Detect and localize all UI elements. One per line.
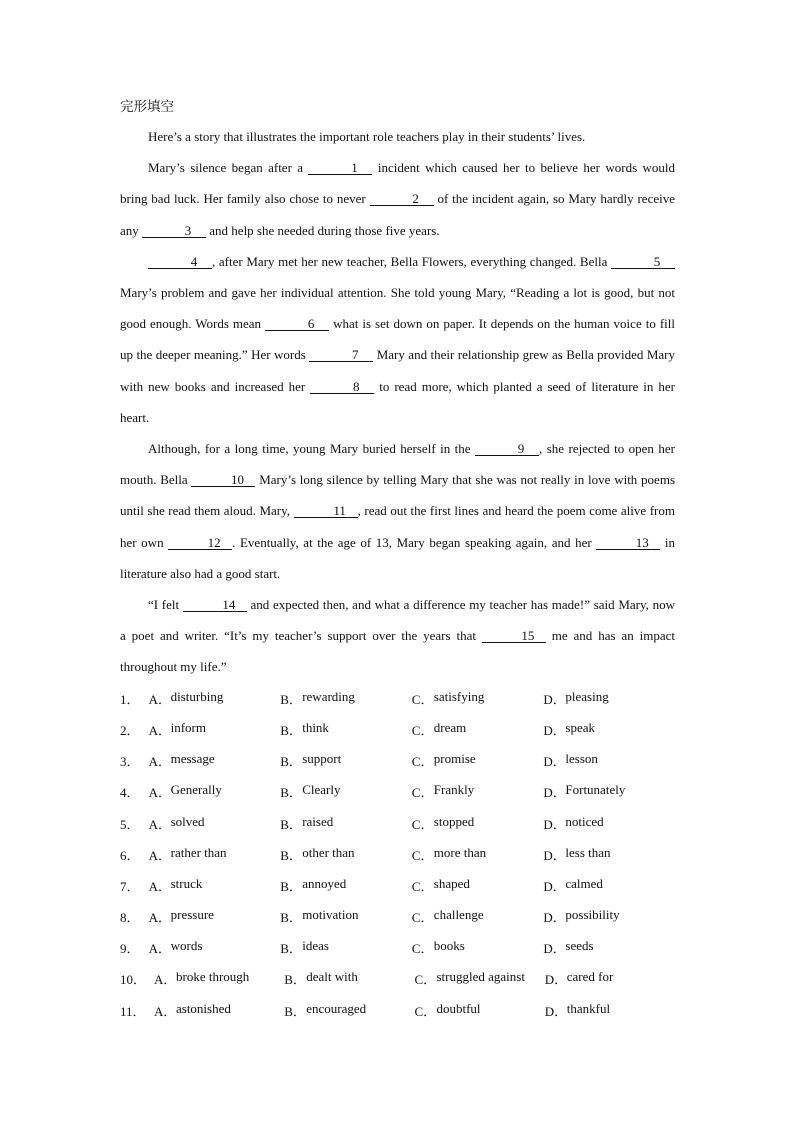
section-title: 完形填空 xyxy=(120,99,174,114)
passage-text: incident which caused her to believe her words would bring bad luck. Her family also chose to never xyxy=(120,160,676,207)
option-text: doubtful xyxy=(436,1000,481,1016)
option-text: dealt with xyxy=(306,969,358,985)
option-letter: D． xyxy=(543,816,566,832)
option-d xyxy=(543,907,675,926)
question-row xyxy=(120,932,675,963)
blank-14: 14 xyxy=(183,598,247,612)
passage-paragraph xyxy=(120,152,675,246)
passage-text: Mary’s silence began after a xyxy=(148,160,309,176)
passage-text: and expected then, and what a difference my teacher has made!” said Mary, now a poet and writer. “It’s my teacher’s support over the years that xyxy=(120,597,675,644)
question-row xyxy=(120,807,675,838)
option-text: disturbing xyxy=(170,688,224,704)
option-text: message xyxy=(170,751,215,767)
option-letter: C． xyxy=(411,754,434,770)
option-a xyxy=(149,720,281,739)
option-letter: B． xyxy=(280,878,302,894)
option-letter: C． xyxy=(414,972,437,988)
option-text: Fortunately xyxy=(565,782,626,798)
option-letter: A． xyxy=(153,1003,177,1019)
option-text: struck xyxy=(170,875,203,891)
blank-13: 13 xyxy=(596,536,660,550)
option-letter: D． xyxy=(543,754,566,770)
question-number: 2． xyxy=(120,722,140,738)
option-c xyxy=(412,845,544,864)
option-d xyxy=(545,969,675,988)
option-text: Frankly xyxy=(433,782,475,798)
passage-text: and help she needed during those five years. xyxy=(206,222,440,238)
option-letter: B． xyxy=(280,910,302,926)
option-letter: C． xyxy=(411,941,434,957)
passage-text: Mary and their relationship grew as Bella provided Mary with new books and increased her xyxy=(120,347,675,394)
option-text: speak xyxy=(565,719,595,735)
question-row xyxy=(120,745,675,776)
option-letter: A． xyxy=(148,785,171,801)
option-letter: A． xyxy=(148,691,171,707)
blank-1: 1 xyxy=(308,161,372,175)
passage-text: . Eventually, at the age of 13, Mary began speaking again, and her xyxy=(232,534,597,550)
option-text: ideas xyxy=(302,938,329,954)
option-c xyxy=(412,782,544,801)
option-b xyxy=(280,720,412,739)
option-letter: C． xyxy=(411,785,434,801)
option-letter: A． xyxy=(148,910,171,926)
option-text: motivation xyxy=(302,907,359,923)
option-letter: D． xyxy=(543,722,566,738)
passage-text: Here’s a story that illustrates the important role teachers play in their students’ lives. xyxy=(148,129,586,144)
blank-4: 4 xyxy=(148,255,212,269)
option-text: astonished xyxy=(175,1000,231,1016)
option-a xyxy=(149,814,281,833)
option-letter: D． xyxy=(543,691,566,707)
blank-15: 15 xyxy=(482,629,546,643)
option-letter: D． xyxy=(543,785,566,801)
question-row xyxy=(120,995,675,1026)
option-text: stopped xyxy=(433,813,475,829)
option-d xyxy=(543,845,675,864)
question-number: 3． xyxy=(120,754,140,770)
option-letter: B． xyxy=(280,941,302,957)
option-c xyxy=(414,969,544,988)
option-text: lesson xyxy=(565,751,598,767)
option-c xyxy=(412,814,544,833)
option-d xyxy=(543,782,675,801)
passage-text: , she rejected to open her mouth. Bella xyxy=(120,441,675,488)
option-letter: B． xyxy=(280,691,302,707)
option-text: struggled against xyxy=(436,969,525,985)
option-b xyxy=(280,876,412,895)
option-b xyxy=(280,689,412,708)
option-letter: B． xyxy=(284,972,306,988)
option-letter: A． xyxy=(148,754,171,770)
passage-text: “I felt xyxy=(148,597,183,613)
option-a xyxy=(154,969,284,988)
option-text: rather than xyxy=(170,844,227,860)
option-letter: C． xyxy=(411,878,434,894)
option-text: calmed xyxy=(565,875,603,891)
option-a xyxy=(149,782,281,801)
option-text: less than xyxy=(565,844,611,860)
passage-text: to read more, which planted a seed of literature in her heart. xyxy=(120,378,675,425)
question-number: 9． xyxy=(120,941,140,957)
option-a xyxy=(149,876,281,895)
option-letter: B． xyxy=(280,785,302,801)
passage-text: Although, for a long time, young Mary buried herself in the xyxy=(148,441,476,457)
option-text: cared for xyxy=(566,969,614,985)
option-letter: C． xyxy=(411,910,434,926)
passage-text: of the incident again, so Mary hardly receive any xyxy=(120,191,675,238)
option-text: more than xyxy=(433,844,487,860)
blank-12: 12 xyxy=(168,536,232,550)
question-number: 10． xyxy=(120,972,147,988)
blank-10: 10 xyxy=(191,473,255,487)
option-letter: B． xyxy=(280,816,302,832)
option-d xyxy=(543,938,675,957)
option-text: raised xyxy=(302,813,334,829)
option-b xyxy=(280,907,412,926)
option-text: noticed xyxy=(565,813,604,829)
option-letter: A． xyxy=(148,878,171,894)
question-row xyxy=(120,683,675,714)
option-c xyxy=(412,751,544,770)
question-row xyxy=(120,776,675,807)
option-letter: A． xyxy=(148,816,171,832)
option-letter: A． xyxy=(148,941,171,957)
blank-3: 3 xyxy=(142,224,206,238)
passage-text: me and has an impact throughout my life.” xyxy=(120,628,675,675)
option-text: promise xyxy=(433,751,476,767)
option-letter: D． xyxy=(543,878,566,894)
blank-8: 8 xyxy=(310,380,374,394)
option-text: shaped xyxy=(433,875,470,891)
blank-5: 5 xyxy=(611,255,675,269)
option-c xyxy=(414,1001,544,1020)
option-letter: B． xyxy=(280,722,302,738)
question-row xyxy=(120,901,675,932)
cloze-passage xyxy=(120,121,675,683)
passage-text: Mary’s problem and gave her individual attention. She told young Mary, “Reading a lot is good, but not good enough. Words mean xyxy=(120,285,675,332)
option-text: pleasing xyxy=(565,688,609,704)
option-text: encouraged xyxy=(306,1000,367,1016)
option-text: inform xyxy=(170,719,206,735)
passage-text: , after Mary met her new teacher, Bella Flowers, everything changed. Bella xyxy=(212,253,611,269)
option-letter: B． xyxy=(280,754,302,770)
option-d xyxy=(543,720,675,739)
question-number: 7． xyxy=(120,878,140,894)
option-text: challenge xyxy=(433,907,484,923)
option-letter: A． xyxy=(148,847,171,863)
passage-text: what is set down on paper. It depends on the human voice to fill up the deeper meaning.” Her words xyxy=(120,316,675,363)
blank-11: 11 xyxy=(294,504,358,518)
option-text: solved xyxy=(170,813,205,829)
option-letter: D． xyxy=(544,1003,568,1019)
option-b xyxy=(280,782,412,801)
option-a xyxy=(149,907,281,926)
option-a xyxy=(149,751,281,770)
passage-paragraph xyxy=(120,121,675,152)
option-c xyxy=(412,876,544,895)
question-number: 1． xyxy=(120,691,140,707)
question-options xyxy=(120,683,675,1026)
passage-text: , read out the first lines and heard the poem come alive from her own xyxy=(120,503,675,550)
question-number: 11． xyxy=(120,1003,146,1019)
option-a xyxy=(149,938,281,957)
option-text: support xyxy=(302,751,342,767)
option-c xyxy=(412,689,544,708)
question-row xyxy=(120,963,675,994)
question-row xyxy=(120,714,675,745)
blank-9: 9 xyxy=(475,442,539,456)
option-b xyxy=(280,814,412,833)
passage-paragraph xyxy=(120,589,675,683)
option-d xyxy=(543,751,675,770)
option-letter: D． xyxy=(543,910,566,926)
blank-7: 7 xyxy=(309,348,373,362)
option-d xyxy=(545,1001,675,1020)
option-d xyxy=(543,876,675,895)
option-text: Generally xyxy=(170,782,222,798)
option-c xyxy=(412,938,544,957)
option-letter: A． xyxy=(153,972,177,988)
document-page xyxy=(120,97,675,1026)
option-d xyxy=(543,689,675,708)
question-number: 8． xyxy=(120,910,140,926)
option-letter: B． xyxy=(284,1003,306,1019)
option-c xyxy=(412,907,544,926)
option-b xyxy=(284,1001,414,1020)
passage-paragraph xyxy=(120,246,675,433)
option-a xyxy=(154,1001,284,1020)
blank-2: 2 xyxy=(370,192,434,206)
option-text: Clearly xyxy=(302,782,341,798)
option-text: other than xyxy=(302,844,355,860)
option-text: think xyxy=(302,719,329,735)
option-text: annoyed xyxy=(302,875,347,891)
blank-6: 6 xyxy=(265,317,329,331)
option-b xyxy=(280,938,412,957)
question-number: 6． xyxy=(120,847,140,863)
option-letter: A． xyxy=(148,722,171,738)
option-letter: D． xyxy=(543,941,566,957)
question-row xyxy=(120,839,675,870)
option-a xyxy=(149,845,281,864)
option-text: dream xyxy=(433,719,467,735)
option-c xyxy=(412,720,544,739)
option-letter: C． xyxy=(411,691,434,707)
option-letter: C． xyxy=(411,847,434,863)
question-number: 5． xyxy=(120,816,140,832)
passage-text: Mary’s long silence by telling Mary that she was not really in love with poems until she read them aloud. Mary, xyxy=(120,472,675,519)
question-number: 4． xyxy=(120,785,140,801)
option-letter: C． xyxy=(411,816,434,832)
option-letter: C． xyxy=(411,722,434,738)
question-row xyxy=(120,870,675,901)
option-text: seeds xyxy=(565,938,594,954)
option-a xyxy=(149,689,281,708)
option-letter: D． xyxy=(544,972,568,988)
passage-text: in literature also had a good start. xyxy=(120,534,675,581)
option-b xyxy=(280,845,412,864)
option-text: possibility xyxy=(565,907,620,923)
option-letter: D． xyxy=(543,847,566,863)
option-letter: C． xyxy=(414,1003,437,1019)
option-text: words xyxy=(170,938,203,954)
option-text: rewarding xyxy=(302,688,355,704)
passage-paragraph xyxy=(120,433,675,589)
option-b xyxy=(280,751,412,770)
option-text: broke through xyxy=(175,969,250,985)
option-text: books xyxy=(433,938,465,954)
option-d xyxy=(543,814,675,833)
option-b xyxy=(284,969,414,988)
option-text: thankful xyxy=(566,1000,611,1016)
option-letter: B． xyxy=(280,847,302,863)
option-text: satisfying xyxy=(433,688,485,704)
option-text: pressure xyxy=(170,907,214,923)
